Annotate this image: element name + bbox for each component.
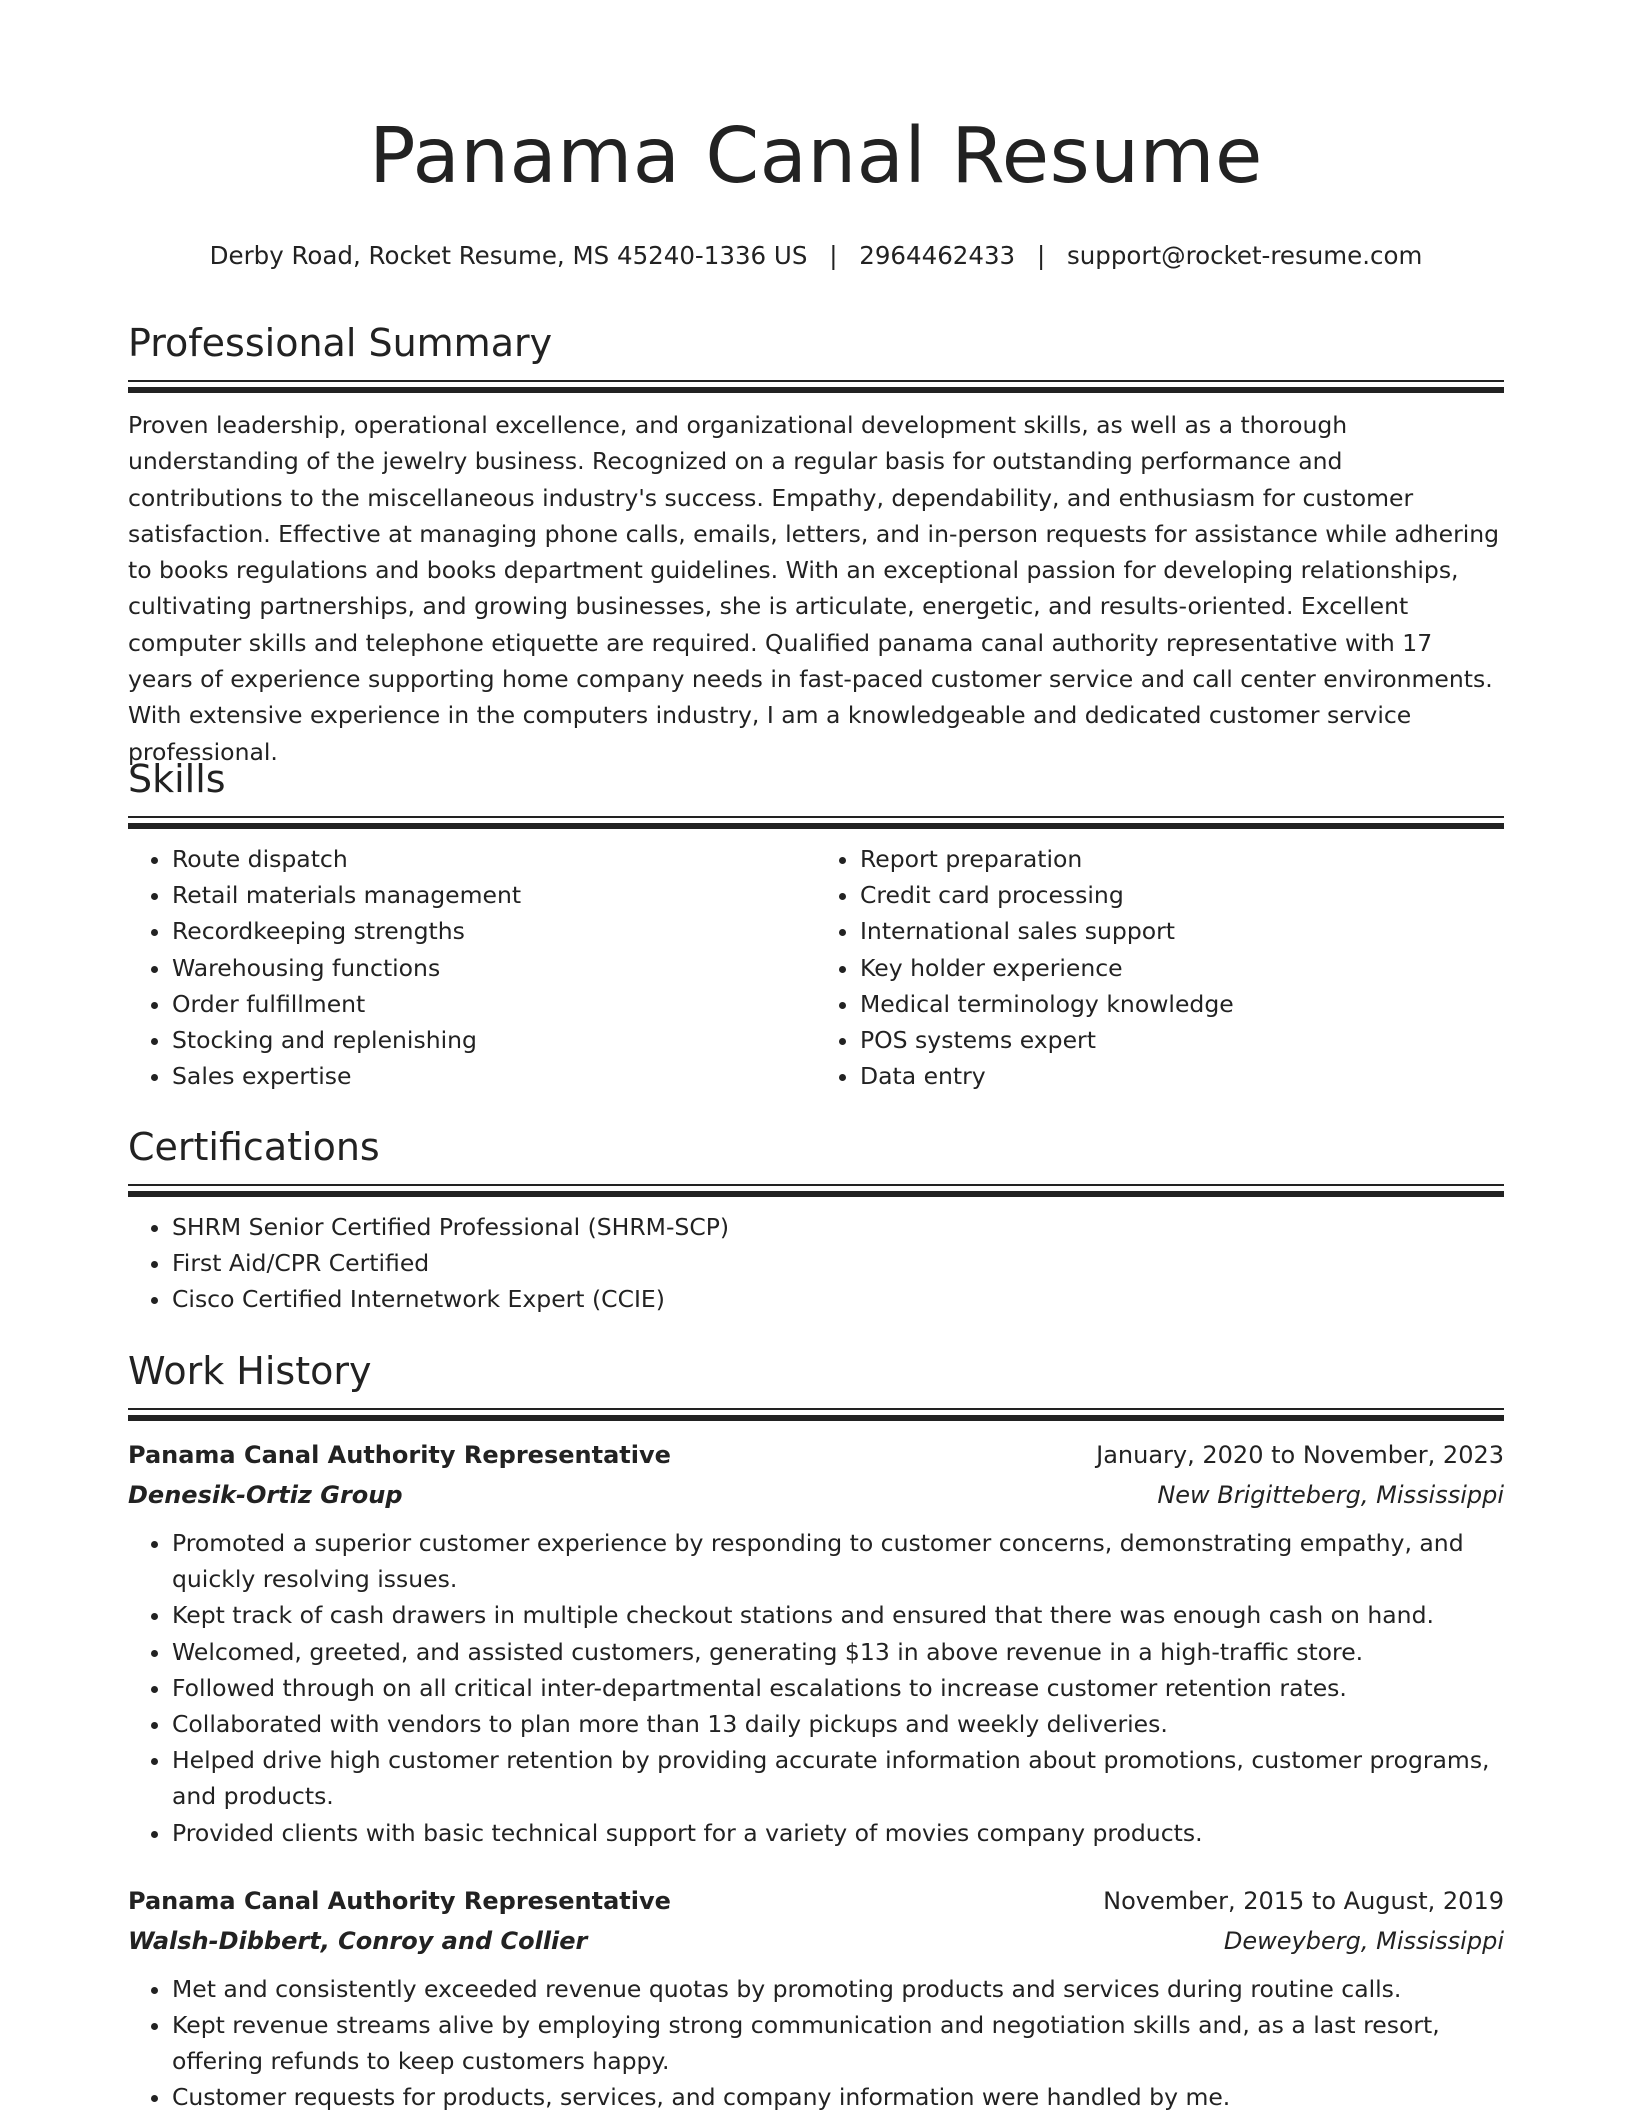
- certifications-list: [128, 1209, 1504, 1318]
- skill-item: • Key holder experience: [860, 950, 1504, 986]
- job-bullet: • Kept revenue streams alive by employing strong communication and negotiation skills and, as a last resort, offering refunds to keep customers happy.: [172, 2007, 1504, 2079]
- certification-item: • Cisco Certified Internetwork Expert (CCIE): [172, 1281, 1504, 1317]
- skill-item: • Medical terminology knowledge: [860, 986, 1504, 1022]
- job-bullet: • Followed through on all critical inter-departmental escalations to increase customer retention rates.: [172, 1670, 1504, 1706]
- contact-phone: 2964462433: [859, 241, 1016, 270]
- job-dates: November, 2015 to August, 2019: [1103, 1886, 1504, 1915]
- skills-list-left: [128, 841, 816, 1094]
- section-divider: [128, 816, 1504, 818]
- job-location: Deweyberg, Mississippi: [1223, 1926, 1504, 1955]
- job-company: Denesik-Ortiz Group: [128, 1481, 403, 1509]
- skill-item: • Order fulfillment: [172, 986, 816, 1022]
- contact-email: support@rocket-resume.com: [1067, 241, 1423, 270]
- resume-name: Panama Canal Resume: [369, 112, 1263, 201]
- job-bullet: • Met and consistently exceeded revenue quotas by promoting products and services during routine calls.: [172, 1971, 1504, 2007]
- job-dates: January, 2020 to November, 2023: [1096, 1441, 1504, 1469]
- skill-item: • Route dispatch: [172, 841, 816, 877]
- skill-item: • Credit card processing: [860, 877, 1504, 913]
- job-bullet: • Welcomed, greeted, and assisted customers, generating $13 in above revenue in a high-traffic store.: [172, 1634, 1504, 1670]
- certification-item: • SHRM Senior Certified Professional (SHRM-SCP): [172, 1209, 1504, 1245]
- section-title-skills: Skills: [128, 757, 226, 801]
- job-bullet: • Collaborated with vendors to plan more than 13 daily pickups and weekly deliveries.: [172, 1706, 1504, 1742]
- work-history-section: [128, 1348, 1504, 2116]
- section-divider: [128, 1408, 1504, 1410]
- section-title-certifications: Certifications: [128, 1125, 380, 1169]
- contact-separator: |: [1036, 241, 1046, 270]
- skill-item: • Report preparation: [860, 841, 1504, 877]
- section-divider: [128, 1191, 1504, 1197]
- certifications-section: [128, 1124, 1504, 1318]
- job-bullet: • Provided clients with basic technical support for a variety of movies company products.: [172, 1815, 1504, 1851]
- certification-item: • First Aid/CPR Certified: [172, 1245, 1504, 1281]
- job-bullets: [128, 1971, 1504, 2116]
- job-company-row: [128, 1921, 1504, 1961]
- job-location: New Brigitteberg, Mississippi: [1157, 1481, 1504, 1509]
- job-title: Panama Canal Authority Representative: [128, 1441, 671, 1469]
- job-bullet: • Kept track of cash drawers in multiple checkout stations and ensured that there was enough cash on hand.: [172, 1597, 1504, 1633]
- summary-text: Proven leadership, operational excellence, and organizational development skills, as well as a thorough understanding of the jewelry business. Recognized on a regular basis for outstanding performance and contributions to the miscellaneous industry's success. Empathy, dependability, and enthusiasm for customer satisfaction. Effective at managing phone calls, emails, letters, and in-person requests for assistance while adhering to books regulations and books department guidelines. With an exceptional passion for developing relationships, cultivating partnerships, and growing businesses, she is articulate, energetic, and results-oriented. Excellent computer skills and telephone etiquette are required. Qualified panama canal authority representative with 17 years of experience supporting home company needs in fast-paced customer service and call center environments. With extensive experience in the computers industry, I am a knowledgeable and dedicated customer service professional.: [128, 411, 1500, 766]
- job-title: Panama Canal Authority Representative: [128, 1886, 671, 1915]
- job-bullet: • Customer requests for products, services, and company information were handled by me.: [172, 2079, 1504, 2115]
- section-title-summary: Professional Summary: [128, 321, 553, 365]
- section-divider: [128, 1184, 1504, 1186]
- contact-separator: |: [829, 241, 838, 270]
- section-divider: [128, 387, 1504, 393]
- skill-item: • Sales expertise: [172, 1058, 816, 1094]
- skill-item: • Recordkeeping strengths: [172, 913, 816, 949]
- section-divider: [128, 1415, 1504, 1421]
- job-entry: [128, 1435, 1504, 1851]
- job-bullet: • Helped drive high customer retention by providing accurate information about promotions, customer programs, and products.: [172, 1742, 1504, 1814]
- section-divider: [128, 380, 1504, 382]
- contact-address: Derby Road, Rocket Resume, MS 45240-1336 US: [209, 241, 808, 270]
- skills-grid: [128, 841, 1504, 1094]
- section-divider: [128, 823, 1504, 829]
- skill-item: • Warehousing functions: [172, 950, 816, 986]
- job-bullet: • Promoted a superior customer experience by responding to customer concerns, demonstrating empathy, and quickly resolving issues.: [172, 1525, 1504, 1597]
- skills-section: [128, 756, 1504, 1094]
- job-company-row: [128, 1475, 1504, 1515]
- section-title-work-history: Work History: [128, 1349, 372, 1393]
- contact-line: [128, 240, 1504, 272]
- job-entry: [128, 1881, 1504, 2116]
- job-header-row: [128, 1881, 1504, 1921]
- skill-item: • POS systems expert: [860, 1022, 1504, 1058]
- skills-list-right: [816, 841, 1504, 1094]
- skill-item: • Data entry: [860, 1058, 1504, 1094]
- job-company: Walsh-Dibbert, Conroy and Collier: [128, 1926, 588, 1955]
- summary-section: [128, 320, 1504, 770]
- skill-item: • Stocking and replenishing: [172, 1022, 816, 1058]
- skill-item: • Retail materials management: [172, 877, 816, 913]
- job-bullets: [128, 1525, 1504, 1851]
- job-header-row: [128, 1435, 1504, 1475]
- skill-item: • International sales support: [860, 913, 1504, 949]
